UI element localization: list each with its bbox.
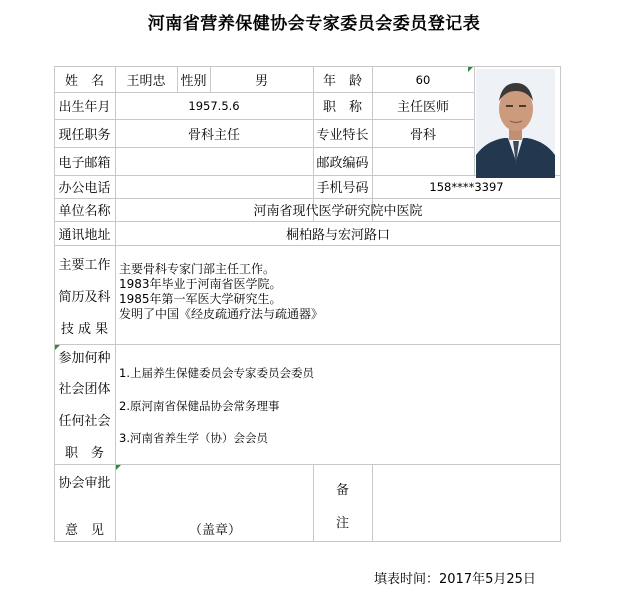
label-review-line: 意 见	[64, 522, 104, 538]
value-office-phone[interactable]	[115, 175, 313, 198]
label-postcode: 邮政编码	[316, 155, 369, 171]
resume-line: 主要骨科专家门部主任工作。	[119, 262, 276, 276]
org-item[interactable]: 2.原河南省保健品协会常务理事	[119, 399, 280, 413]
value-mobile[interactable]: 158****3397	[429, 179, 504, 194]
fill-date: 填表时间：2017年5月25日	[374, 572, 536, 587]
col-divider	[474, 66, 475, 176]
corner-flag-icon	[116, 465, 121, 470]
resume-line: 发明了中国《经皮疏通疗法与疏通器》	[119, 307, 324, 321]
value-age[interactable]: 60	[415, 72, 431, 87]
member-photo	[476, 69, 555, 178]
value-email[interactable]	[115, 147, 313, 175]
label-mobile: 手机号码	[316, 181, 369, 196]
label-review-line: 协会审批	[58, 475, 111, 491]
label-specialty: 专业特长	[316, 127, 369, 143]
label-org-line: 职 务	[64, 445, 104, 461]
resume-content[interactable]	[119, 262, 549, 322]
org-item[interactable]: 1.上届养生保健委员会专家委员会委员	[119, 366, 314, 380]
label-resume-line: 技 成 果	[60, 321, 109, 337]
label-rank: 职 称	[322, 100, 362, 115]
label-remark-line: 注	[335, 515, 349, 531]
value-rank[interactable]: 主任医师	[396, 100, 449, 115]
remark-value[interactable]	[372, 464, 561, 542]
resume-line: 1983年毕业于河南省医学院。	[119, 277, 282, 291]
label-org-line: 社会团体	[58, 381, 111, 397]
label-address: 通讯地址	[58, 227, 111, 243]
label-remark-line: 备	[335, 482, 349, 498]
page-title: 河南省营养保健协会专家委员会委员登记表	[147, 14, 481, 34]
label-email: 电子邮箱	[58, 155, 111, 171]
label-name: 姓 名	[64, 74, 104, 89]
value-name[interactable]: 王明忠	[126, 74, 166, 89]
value-gender[interactable]: 男	[254, 74, 268, 89]
value-unit[interactable]: 河南省现代医学研究院中医院	[253, 204, 423, 219]
label-resume-line: 主要工作	[58, 257, 111, 273]
label-gender: 性别	[180, 74, 207, 89]
seal-text: （盖章）	[188, 522, 241, 538]
row-divider	[54, 245, 561, 246]
org-item[interactable]: 3.河南省养生学（协）会会员	[119, 431, 268, 445]
value-address[interactable]: 桐柏路与宏河路口	[285, 227, 390, 243]
label-position: 现任职务	[58, 127, 111, 143]
label-unit: 单位名称	[58, 204, 111, 219]
value-position[interactable]: 骨科主任	[187, 127, 240, 143]
label-org-line: 参加何种	[58, 350, 111, 366]
resume-line: 1985年第一军医大学研究生。	[119, 292, 282, 306]
label-office-phone: 办公电话	[58, 181, 111, 196]
value-specialty[interactable]: 骨科	[409, 127, 436, 143]
row-divider	[54, 344, 561, 345]
value-birth[interactable]: 1957.5.6	[188, 98, 240, 113]
label-birth: 出生年月	[58, 100, 111, 115]
label-age: 年 龄	[322, 74, 362, 89]
label-org-line: 任何社会	[58, 413, 111, 429]
value-postcode[interactable]	[372, 147, 474, 175]
label-resume-line: 简历及科	[58, 289, 111, 305]
